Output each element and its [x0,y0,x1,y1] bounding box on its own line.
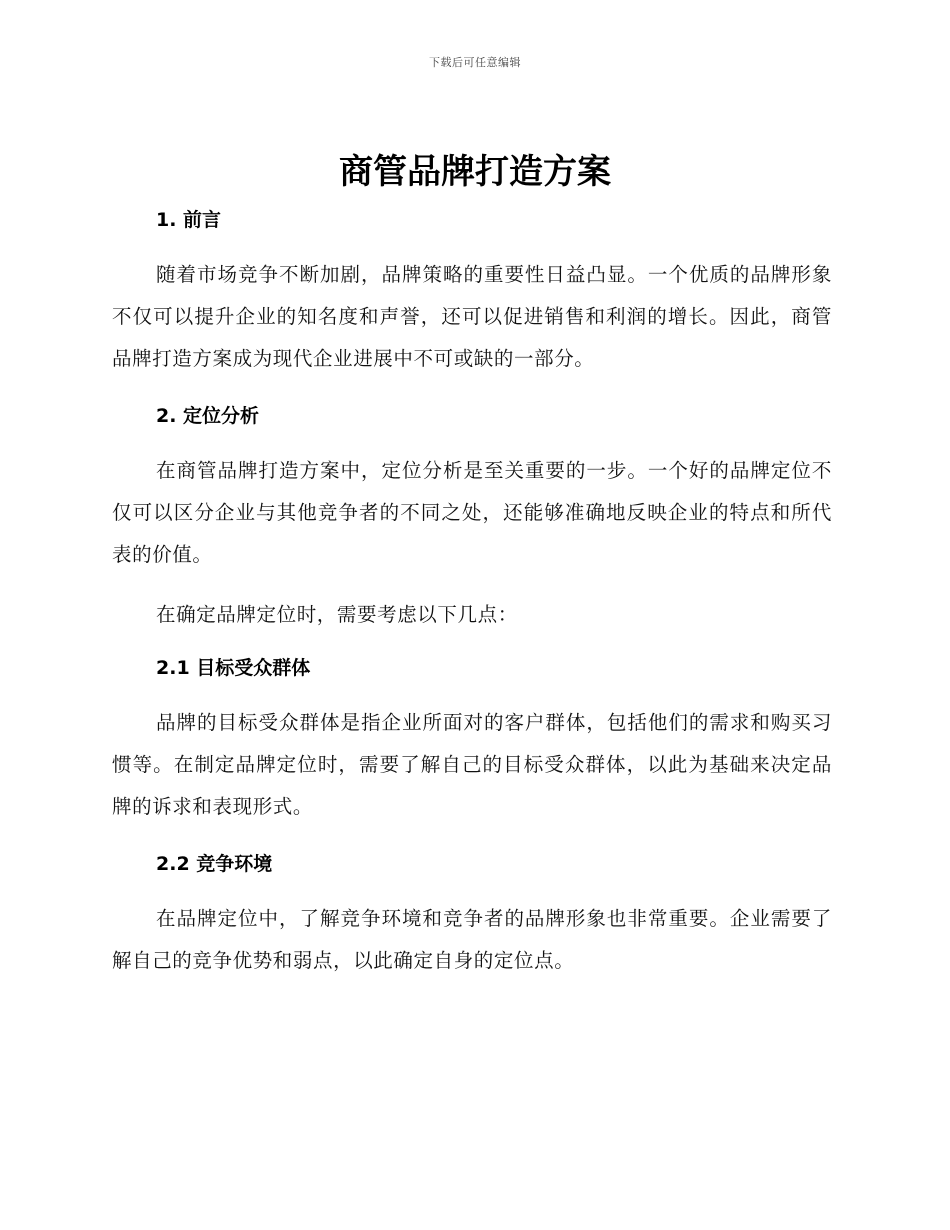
subsection-heading-competition: 2.2 竞争环境 [156,853,273,875]
paragraph-preface: 随着市场竞争不断加剧，品牌策略的重要性日益凸显。一个优质的品牌形象不仅可以提升企业的知名度和声誉，还可以促进销售和利润的增长。因此，商管品牌打造方案成为现代企业进展中不可或缺的一部分。 [112,263,832,370]
subsection-heading-target-audience: 2.1 目标受众群体 [156,657,311,679]
document-body [112,202,832,1000]
section-heading-positioning: 2. 定位分析 [156,405,260,427]
paragraph-target-audience: 品牌的目标受众群体是指企业所面对的客户群体，包括他们的需求和购买习惯等。在制定品牌定位时，需要了解自己的目标受众群体，以此为基础来决定品牌的诉求和表现形式。 [112,711,832,818]
header-note: 下载后可任意编辑 [429,56,521,69]
paragraph-positioning: 在商管品牌打造方案中，定位分析是至关重要的一步。一个好的品牌定位不仅可以区分企业与其他竞争者的不同之处，还能够准确地反映企业的特点和所代表的价值。 [112,459,832,566]
paragraph-positioning-points: 在确定品牌定位时，需要考虑以下几点： [156,603,518,626]
paragraph-competition: 在品牌定位中，了解竞争环境和竞争者的品牌形象也非常重要。企业需要了解自己的竞争优势和弱点，以此确定自身的定位点。 [112,907,832,972]
section-heading-preface: 1. 前言 [156,209,222,231]
document-title: 商管品牌打造方案 [339,152,611,192]
